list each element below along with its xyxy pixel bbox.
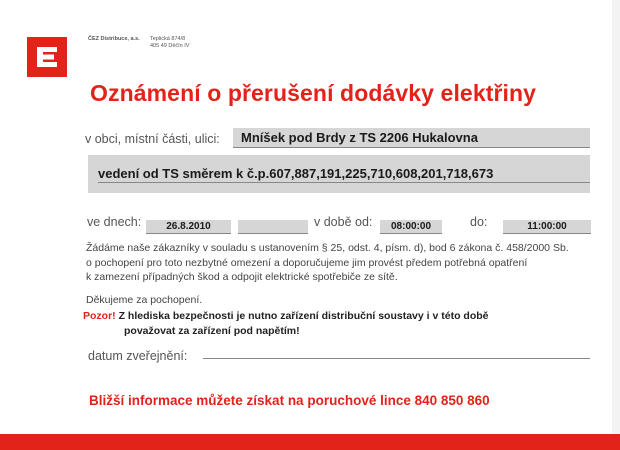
time-to: 11:00:00 (503, 220, 591, 234)
location-detail-box (88, 155, 590, 193)
scan-edge (612, 0, 620, 450)
bottom-brand-bar (0, 434, 620, 450)
body-line-2: o pochopení pro toto nezbytné omezení a doporučujeme jim provést předem potřebná opatření (86, 256, 528, 269)
location-detail: vedení od TS směrem k č.p.607,887,191,225,710,608,201,718,673 (98, 165, 590, 183)
body-line-1: Žádáme naše zákazníky v souladu s ustanovením § 25, odst. 4, písm. d), bod 6 zákona č. 458/2000 Sb. (86, 242, 569, 254)
location-label: v obci, místní části, ulici: (85, 132, 220, 146)
cez-logo (27, 37, 67, 77)
company-name: ČEZ Distribuce, a.s. (88, 36, 140, 42)
warning-block (83, 309, 543, 338)
dates-label: ve dnech: (87, 215, 142, 229)
published-label: datum zveřejnění: (88, 349, 188, 363)
thanks-text: Děkujeme za pochopení. (86, 294, 203, 306)
notice-title: Oznámení o přerušení dodávky elektřiny (90, 80, 537, 106)
cez-logo-icon (34, 44, 60, 70)
warning-line-1 (83, 309, 543, 324)
warning-text-2: považovat za zařízení pod napětím! (124, 324, 300, 337)
warning-text-1: Z hlediska bezpečnosti je nutno zařízení distribuční soustavy i v této době (118, 310, 489, 322)
address-line-2: 405 49 Děčín IV (150, 43, 190, 49)
time-from: 08:00:00 (380, 220, 442, 234)
warning-label: Pozor! (83, 310, 116, 322)
body-line-3: k zamezení případných škod a odpojit elektrické spotřebiče ze sítě. (86, 271, 398, 283)
date-2 (238, 220, 308, 234)
date-1: 26.8.2010 (146, 220, 231, 234)
location-value: Mníšek pod Brdy z TS 2206 Hukalovna (233, 128, 590, 148)
time-to-label: do: (470, 215, 488, 229)
hotline-info: Bližší informace můžete získat na poruchové lince 840 850 860 (89, 393, 490, 408)
time-from-label: v době od: (314, 215, 373, 229)
company-address (150, 36, 189, 50)
notice-body (86, 241, 606, 285)
published-value (203, 346, 590, 359)
address-line-1: Teplická 874/8 (150, 36, 186, 42)
